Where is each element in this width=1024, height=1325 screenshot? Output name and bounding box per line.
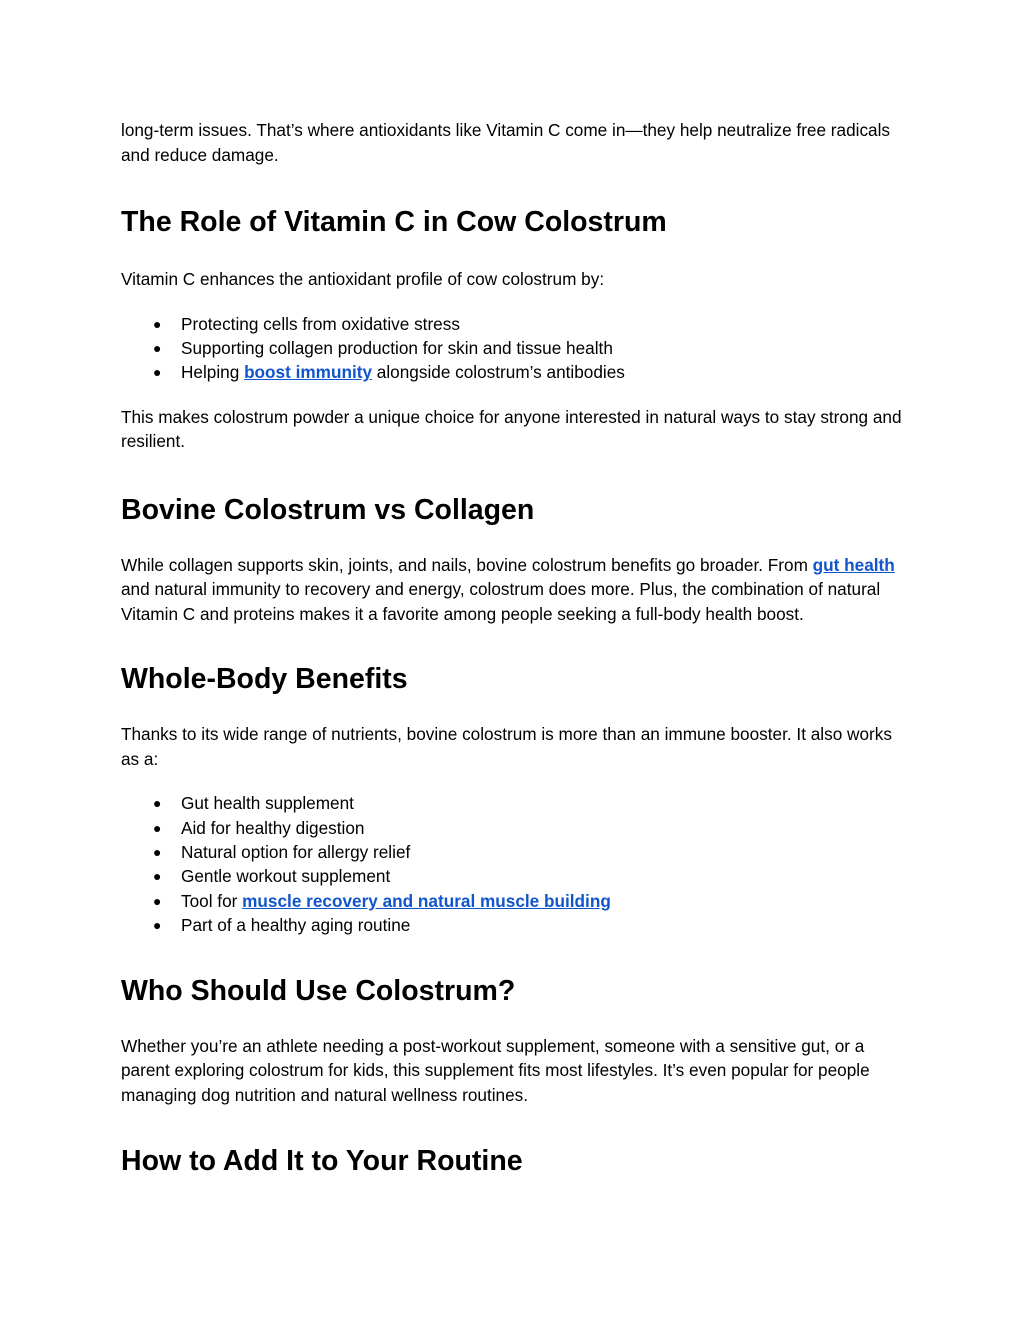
bullet-icon: ●: [153, 315, 162, 332]
list-item: [121, 312, 906, 336]
list-item-text: Gut health supplement: [181, 793, 354, 814]
whole-body-intro-paragraph: Thanks to its wide range of nutrients, bovine colostrum is more than an immune booster. It also works as a:: [121, 724, 892, 769]
list-item: [121, 791, 906, 815]
list-item-text-suffix: alongside colostrum’s antibodies: [372, 362, 625, 383]
boost-immunity-link[interactable]: boost immunity: [244, 362, 373, 383]
muscle-recovery-link[interactable]: muscle recovery and natural muscle building: [242, 890, 611, 911]
list-item-text: Gentle workout supplement: [181, 866, 391, 887]
who-paragraph: Whether you’re an athlete needing a post-workout supplement, someone with a sensitive gut, or a parent exploring colostrum for kids, this supplement fits most lifestyles. It’s even popular for people managing dog nutrition and natural wellness routines.: [121, 1035, 870, 1105]
bullet-icon: ●: [153, 819, 162, 836]
bullet-icon: ●: [153, 795, 162, 812]
heading-role-of-vitamin-c: The Role of Vitamin C in Cow Colostrum: [121, 206, 667, 238]
list-item-text: Aid for healthy digestion: [181, 817, 365, 838]
heading-colostrum-vs-collagen: Bovine Colostrum vs Collagen: [121, 493, 535, 526]
document-page: [121, 118, 906, 1178]
bullet-icon: ●: [153, 364, 162, 381]
list-item-text: Part of a healthy aging routine: [181, 915, 411, 936]
heading-how-to-add: How to Add It to Your Routine: [121, 1145, 523, 1178]
role-benefits-list: [121, 312, 906, 385]
gut-health-link[interactable]: gut health: [812, 554, 895, 575]
bullet-icon: ●: [153, 917, 162, 934]
list-item: [121, 864, 906, 888]
list-item-text-prefix: Helping: [181, 362, 245, 383]
list-item: [121, 816, 906, 840]
list-item-text: Supporting collagen production for skin and tissue health: [181, 337, 613, 358]
heading-whole-body-benefits: Whole-Body Benefits: [121, 663, 408, 696]
vs-text-before: While collagen supports skin, joints, and nails, bovine colostrum benefits go broader. From: [121, 554, 813, 575]
role-outro-paragraph: This makes colostrum powder a unique choice for anyone interested in natural ways to stay strong and resilient.: [121, 406, 902, 452]
list-item: [121, 336, 906, 360]
vs-text-after: and natural immunity to recovery and energy, colostrum does more. Plus, the combination of natural Vitamin C and proteins makes it a favorite among people seeking a full-body health boost.: [121, 579, 881, 624]
bullet-icon: ●: [153, 844, 162, 861]
list-item: [121, 360, 906, 384]
intro-paragraph: long-term issues. That’s where antioxidants like Vitamin C come in—they help neutralize free radicals and reduce damage.: [121, 120, 891, 165]
role-intro-paragraph: Vitamin C enhances the antioxidant profile of cow colostrum by:: [121, 269, 605, 289]
bullet-icon: ●: [153, 339, 162, 356]
bullet-icon: ●: [153, 892, 162, 909]
whole-body-benefits-list: [121, 791, 906, 937]
list-item-text-prefix: Tool for: [181, 890, 243, 911]
heading-who-should-use: Who Should Use Colostrum?: [121, 974, 516, 1007]
list-item: [121, 889, 906, 913]
list-item: [121, 913, 906, 937]
list-item-text: Natural option for allergy relief: [181, 842, 411, 863]
list-item-text: Protecting cells from oxidative stress: [181, 313, 460, 334]
bullet-icon: ●: [153, 868, 162, 885]
vs-paragraph: [121, 553, 906, 627]
list-item: [121, 840, 906, 864]
